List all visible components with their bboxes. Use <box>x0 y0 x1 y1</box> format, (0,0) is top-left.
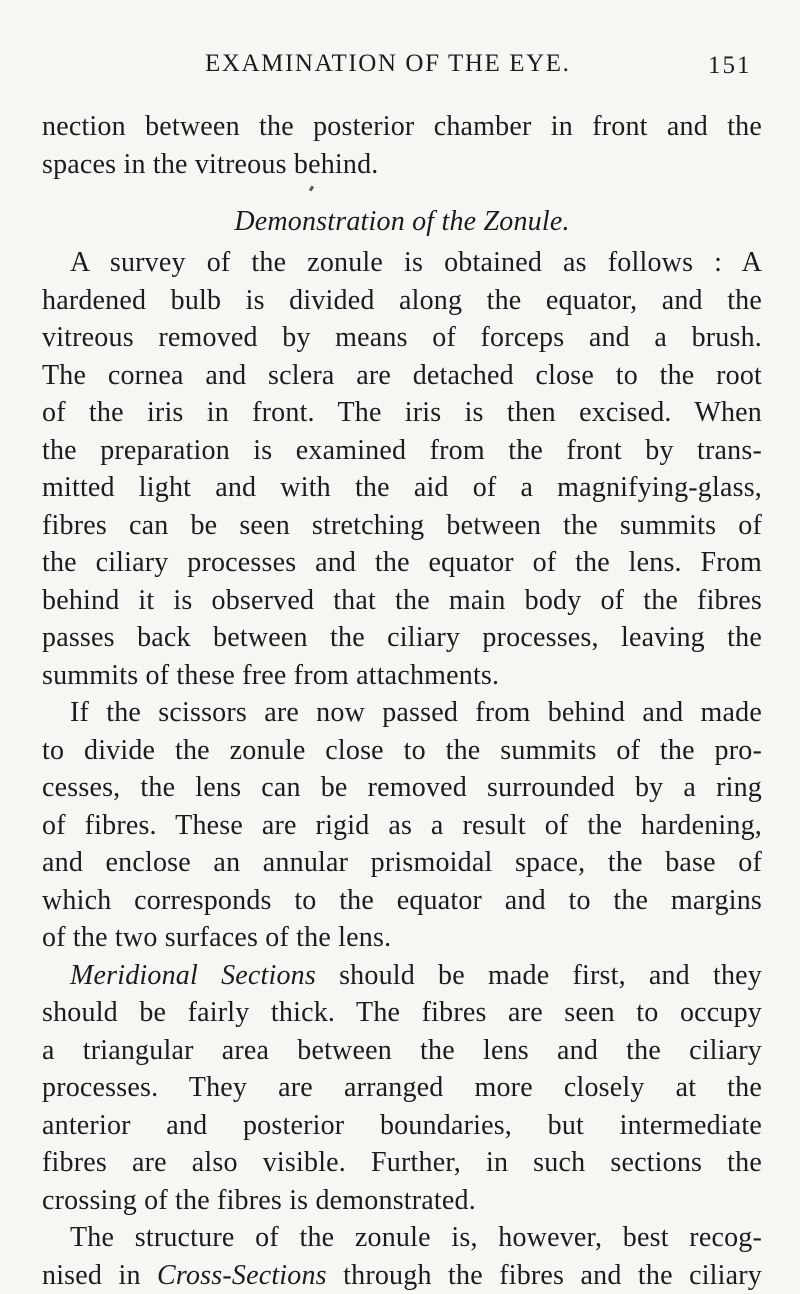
text-fragment: should be made first, and they <box>316 960 762 991</box>
text-line: processes. They are arranged more closely at the <box>42 1069 762 1107</box>
text-line: a triangular area between the lens and the ciliary <box>42 1032 762 1070</box>
text-line: should be fairly thick. The fibres are seen to occupy <box>42 994 762 1032</box>
text-line: fibres can be seen stretching between the summits of <box>42 507 762 545</box>
text-line: cesses, the lens can be removed surrounded by a ring <box>42 769 762 807</box>
text-line: spaces in the vitreous behind. <box>42 146 762 184</box>
text-line: the preparation is examined from the front by trans- <box>42 432 762 470</box>
text-line: of fibres. These are rigid as a result of the hardening, <box>42 807 762 845</box>
text-line: passes back between the ciliary processes, leaving the <box>42 619 762 657</box>
text-line: The structure of the zonule is, however, best recog- <box>42 1219 762 1257</box>
running-head: EXAMINATION OF THE EYE. <box>205 50 570 78</box>
italic-term: Meridional Sections <box>70 960 316 991</box>
text-line: summits of these free from attachments. <box>42 657 762 695</box>
text-line: to divide the zonule close to the summits of the pro- <box>42 732 762 770</box>
text-line: fibres are also visible. Further, in such sections the <box>42 1144 762 1182</box>
text-line <box>42 1257 762 1294</box>
text-line: crossing of the fibres is demonstrated. <box>42 1182 762 1220</box>
text-line: of the iris in front. The iris is then excised. When <box>42 394 762 432</box>
text-line: the ciliary processes and the equator of the lens. From <box>42 544 762 582</box>
text-line: behind it is observed that the main body of the fibres <box>42 582 762 620</box>
text-line: If the scissors are now passed from behind and made <box>42 694 762 732</box>
text-line: vitreous removed by means of forceps and a brush. <box>42 319 762 357</box>
text-line: which corresponds to the equator and to the margins <box>42 882 762 920</box>
page-number: 151 <box>708 52 752 80</box>
text-line: anterior and posterior boundaries, but intermediate <box>42 1107 762 1145</box>
text-line: of the two surfaces of the lens. <box>42 919 762 957</box>
text-line: A survey of the zonule is obtained as follows : A <box>42 244 762 282</box>
text-fragment: nised in <box>42 1260 157 1291</box>
text-line: mitted light and with the aid of a magnifying-glass, <box>42 469 762 507</box>
body-text <box>42 108 762 1294</box>
section-heading: Demonstration of the Zonule. <box>42 183 762 241</box>
text-line: The cornea and sclera are detached close to the root <box>42 357 762 395</box>
text-line <box>42 957 762 995</box>
italic-term: Cross-Sections <box>157 1260 327 1291</box>
text-line: and enclose an annular prismoidal space, the base of <box>42 844 762 882</box>
text-fragment: through the fibres and the ciliary <box>327 1260 762 1291</box>
text-line: nection between the posterior chamber in front and the <box>42 108 762 146</box>
text-line: hardened bulb is divided along the equator, and the <box>42 282 762 320</box>
